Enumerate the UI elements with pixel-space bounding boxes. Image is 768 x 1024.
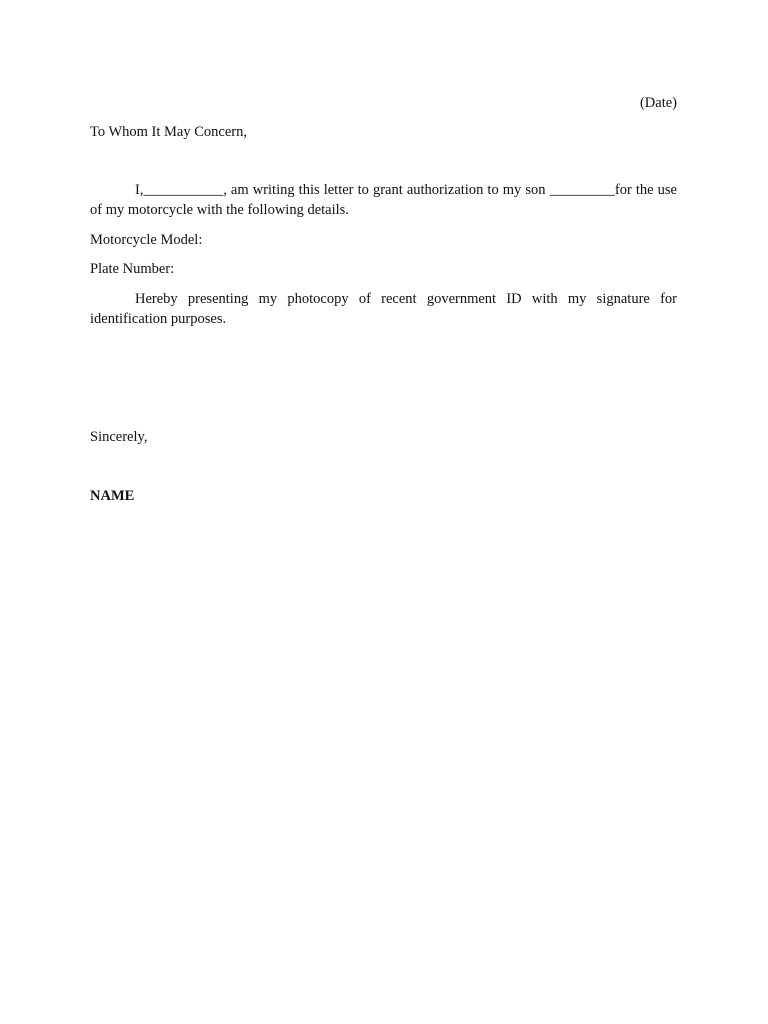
signatory-name: NAME — [90, 488, 135, 504]
body-paragraph-identification: Hereby presenting my photocopy of recent government ID with my signature for identification purposes. — [90, 291, 677, 327]
salutation: To Whom It May Concern, — [90, 124, 247, 140]
plate-number-label: Plate Number: — [90, 261, 175, 277]
motorcycle-model-label: Motorcycle Model: — [90, 232, 203, 248]
closing: Sincerely, — [90, 429, 148, 445]
body-paragraph-authorization: I,___________, am writing this letter to grant authorization to my son _________for the use of my motorcycle with the following details. — [90, 182, 677, 218]
date-placeholder: (Date) — [639, 95, 677, 111]
